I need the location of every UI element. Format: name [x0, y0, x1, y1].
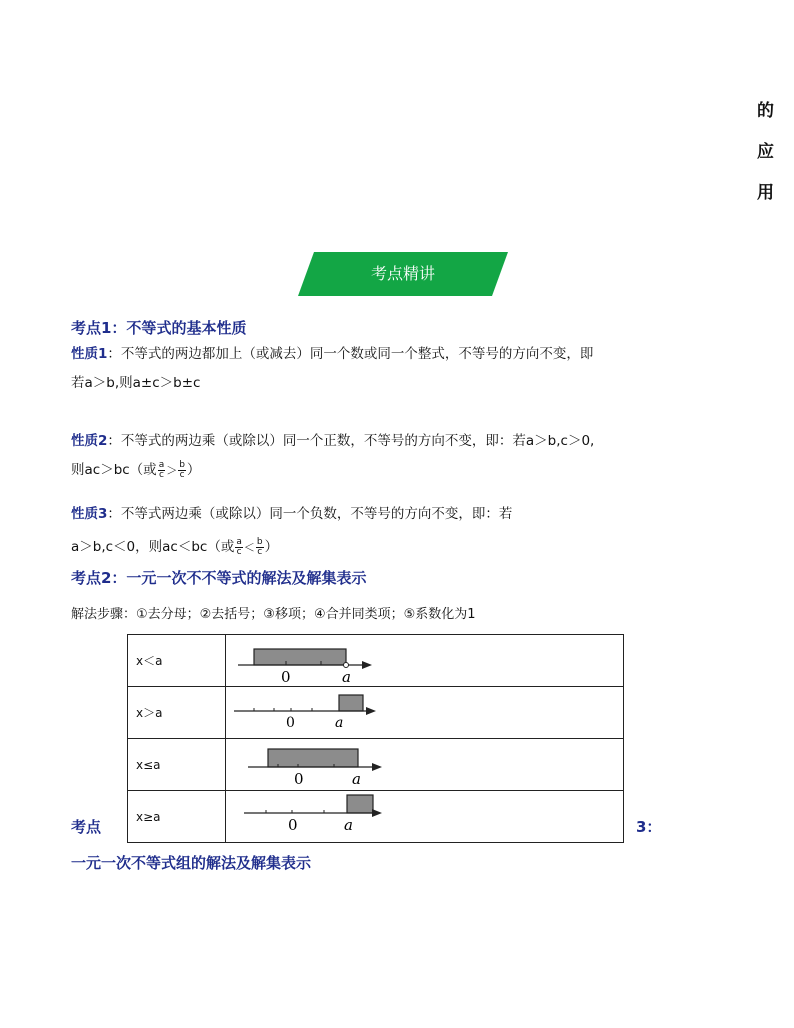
property3-text: ：不等式两边乘（或除以）同一个负数，不等号的方向不变，即：若 — [107, 506, 513, 522]
property3-label: 性质3 — [71, 506, 108, 522]
property3-fraction-op: ＜ — [243, 541, 255, 554]
side-char-3: 用 — [757, 183, 774, 203]
row-label: x≤a — [128, 739, 226, 791]
property2-fraction-b: $\frac{b}{c}$ — [179, 459, 185, 480]
number-line-cell — [226, 635, 624, 687]
property3-line — [71, 502, 512, 522]
property2-text: ：不等式的两边乘（或除以）同一个正数，不等号的方向不变，即：若a＞b,c＞0, — [107, 433, 595, 449]
property2-fraction-op: ＞ — [166, 464, 178, 477]
property2-formula-post: ） — [186, 462, 201, 478]
number-line-x-gt-a — [226, 687, 632, 738]
banner-title: 考点精讲 — [370, 264, 435, 283]
property1-line — [71, 342, 593, 362]
property1-formula: 若a＞b,则a±c＞b±c — [71, 375, 201, 391]
tick-label-zero: 0 — [288, 816, 298, 834]
property2-formula-pre: 则ac＞bc（或 — [71, 462, 157, 478]
tick-label-a: a — [352, 770, 361, 788]
table-row — [128, 687, 624, 739]
table-row — [128, 739, 624, 791]
point3-heading-number: 3： — [636, 818, 662, 836]
property1-label: 性质1 — [71, 346, 108, 362]
number-line-x-lt-a — [226, 635, 632, 686]
side-char-1: 的 — [757, 101, 774, 121]
number-line-cell — [226, 791, 624, 843]
table-row — [128, 635, 624, 687]
table-row — [128, 791, 624, 843]
property2-label: 性质2 — [71, 433, 108, 449]
tick-label-zero: 0 — [294, 770, 304, 788]
property3-formula — [71, 535, 278, 557]
property3-formula-post: ） — [264, 539, 279, 555]
tick-label-a: a — [342, 668, 351, 686]
point2-heading: 考点2：一元一次不不等式的解法及解集表示 — [71, 569, 367, 587]
property3-fraction-a: $\frac{a}{c}$ — [236, 536, 242, 557]
property3-formula-pre: a＞b,c＜0，则ac＜bc（或 — [71, 539, 235, 555]
property2-line — [71, 429, 594, 449]
number-line-x-ge-a — [226, 791, 632, 842]
row-label: x≥a — [128, 791, 226, 843]
solution-steps: 解法步骤：①去分母；②去括号；③移项；④合并同类项；⑤系数化为1 — [71, 607, 476, 622]
number-line-cell — [226, 739, 624, 791]
property3-fraction-b: $\frac{b}{c}$ — [256, 536, 263, 557]
tick-label-zero: 0 — [286, 715, 295, 731]
number-line-cell — [226, 687, 624, 739]
side-char-2: 应 — [757, 142, 774, 162]
row-label: x＜a — [128, 635, 226, 687]
property1-text: ：不等式的两边都加上（或减去）同一个数或同一个整式，不等号的方向不变，即 — [107, 346, 594, 362]
property2-fraction-a: $\frac{a}{c}$ — [158, 459, 165, 480]
row-label: x＞a — [128, 687, 226, 739]
solution-set-table — [127, 634, 624, 843]
tick-label-zero: 0 — [281, 668, 291, 686]
number-line-x-le-a — [226, 739, 632, 790]
property2-formula — [71, 458, 200, 480]
tick-label-a: a — [344, 816, 353, 834]
point3-heading: 一元一次不等式组的解法及解集表示 — [71, 854, 312, 872]
tick-label-a: a — [335, 715, 344, 731]
point3-heading-start: 考点 — [71, 818, 102, 836]
point1-heading: 考点1：不等式的基本性质 — [71, 319, 247, 337]
